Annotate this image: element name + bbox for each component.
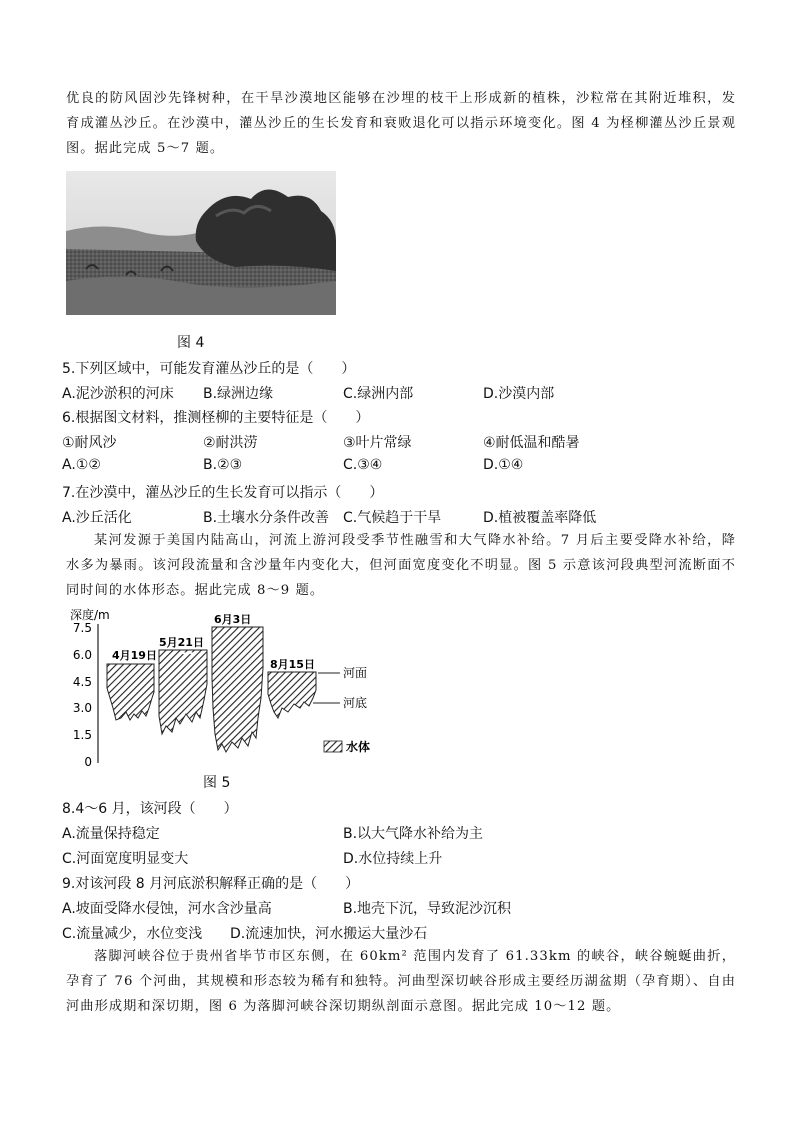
y-axis-label: 深度/m: [70, 608, 110, 622]
question-6-option-a: A.①②: [62, 457, 101, 473]
section-jun-3: [212, 627, 263, 752]
date-label-jun-3: 6月3日: [214, 613, 252, 626]
section-apr-19: [107, 664, 154, 720]
question-5-option-a: A.泥沙淤积的河床: [62, 386, 174, 402]
question-8-stem: 8.4～6 月，该河段（ ）: [62, 801, 238, 817]
question-9-option-d: D.流速加快，河水搬运大量沙石: [230, 926, 428, 942]
figure-5-river-sections: [66, 608, 396, 770]
question-5-option-c: C.绿洲内部: [343, 386, 414, 402]
question-6-option-c: C.③④: [343, 457, 383, 473]
tamarisk-dune-photo: [66, 171, 336, 315]
date-label-aug-15: 8月15日: [270, 658, 315, 671]
river-paragraph: 某河发源于美国内陆高山，河流上游河段受季节性融雪和大气降水补给。7 月后主要受降水补给，降水多为暴雨。该河段流量和含沙量年内变化大，但河面宽度变化不明显。图 5 示意该河段典型河流断面不同时间的水体形态。据此完成 8～9 题。: [66, 533, 736, 598]
question-5-option-b: B.绿洲边缘: [203, 386, 274, 402]
bed-label: 河底: [343, 696, 368, 710]
question-6-option-d: D.①④: [483, 457, 524, 473]
surface-label: 河面: [343, 666, 368, 680]
y-tick-3-0: 3.0: [72, 701, 92, 715]
question-7-option-d: D.植被覆盖率降低: [483, 510, 597, 526]
question-8-option-d: D.水位持续上升: [343, 851, 443, 867]
question-6-item-3: ③叶片常绿: [343, 435, 412, 451]
section-aug-15: [268, 672, 316, 718]
gorge-paragraph: 落脚河峡谷位于贵州省毕节市区东侧，在 60km² 范围内发育了 61.33km 的峡谷，峡谷蜿蜒曲折，孕育了 76 个河曲，其规模和形态较为稀有和独特。河曲型深切峡谷形成主要经历湖盆期（孕育期）、自由河曲形成期和深切期，图 6 为落脚河峡谷深切期纵剖面示意图。据此完成 10～12 题。: [66, 949, 736, 1014]
y-tick-6-0: 6.0: [72, 648, 92, 662]
question-6-item-1: ①耐风沙: [62, 435, 117, 451]
question-6-stem: 6.根据图文材料，推测柽柳的主要特征是（ ）: [62, 410, 370, 426]
question-9-option-b: B.地壳下沉，导致泥沙沉积: [343, 901, 512, 917]
question-7-option-c: C.气候趋于干旱: [343, 510, 442, 526]
question-8-option-a: A.流量保持稳定: [62, 826, 160, 842]
question-8-option-c: C.河面宽度明显变大: [62, 851, 189, 867]
figure-4-caption: 图 4: [177, 335, 205, 351]
question-7-option-b: B.土壤水分条件改善: [203, 510, 330, 526]
question-9-option-c: C.流量减少，水位变浅: [62, 926, 203, 942]
question-5-stem: 5.下列区域中，可能发育灌丛沙丘的是（ ）: [62, 361, 356, 377]
date-label-apr-19: 4月19日: [112, 649, 157, 662]
date-label-may-21: 5月21日: [159, 636, 204, 649]
question-7-stem: 7.在沙漠中，灌丛沙丘的生长发育可以指示（ ）: [62, 485, 384, 501]
intro-paragraph: 优良的防风固沙先锋树种，在干旱沙漠地区能够在沙埋的枝干上形成新的植株，沙粒常在其附近堆积，发育成灌丛沙丘。在沙漠中，灌丛沙丘的生长发育和衰败退化可以指示环境变化。图 4 为柽柳灌丛沙丘景观图。据此完成 5～7 题。: [66, 91, 736, 156]
question-6-item-2: ②耐洪涝: [203, 435, 258, 451]
question-6-option-b: B.②③: [203, 457, 243, 473]
legend-label: 水体: [346, 740, 371, 754]
y-tick-7-5: 7.5: [72, 621, 92, 635]
question-9-option-a: A.坡面受降水侵蚀，河水含沙量高: [62, 901, 272, 917]
question-5-option-d: D.沙漠内部: [483, 386, 555, 402]
y-tick-1-5: 1.5: [72, 728, 92, 742]
question-7-option-a: A.沙丘活化: [62, 510, 132, 526]
legend-swatch: [324, 741, 342, 752]
section-may-21: [159, 650, 207, 734]
figure-5-caption: 图 5: [203, 775, 231, 791]
question-9-stem: 9.对该河段 8 月河底淤积解释正确的是（ ）: [62, 876, 360, 892]
y-tick-0: 0: [84, 755, 92, 769]
question-8-option-b: B.以大气降水补给为主: [343, 826, 484, 842]
y-tick-4-5: 4.5: [72, 675, 92, 689]
question-6-item-4: ④耐低温和酷暑: [483, 435, 580, 451]
